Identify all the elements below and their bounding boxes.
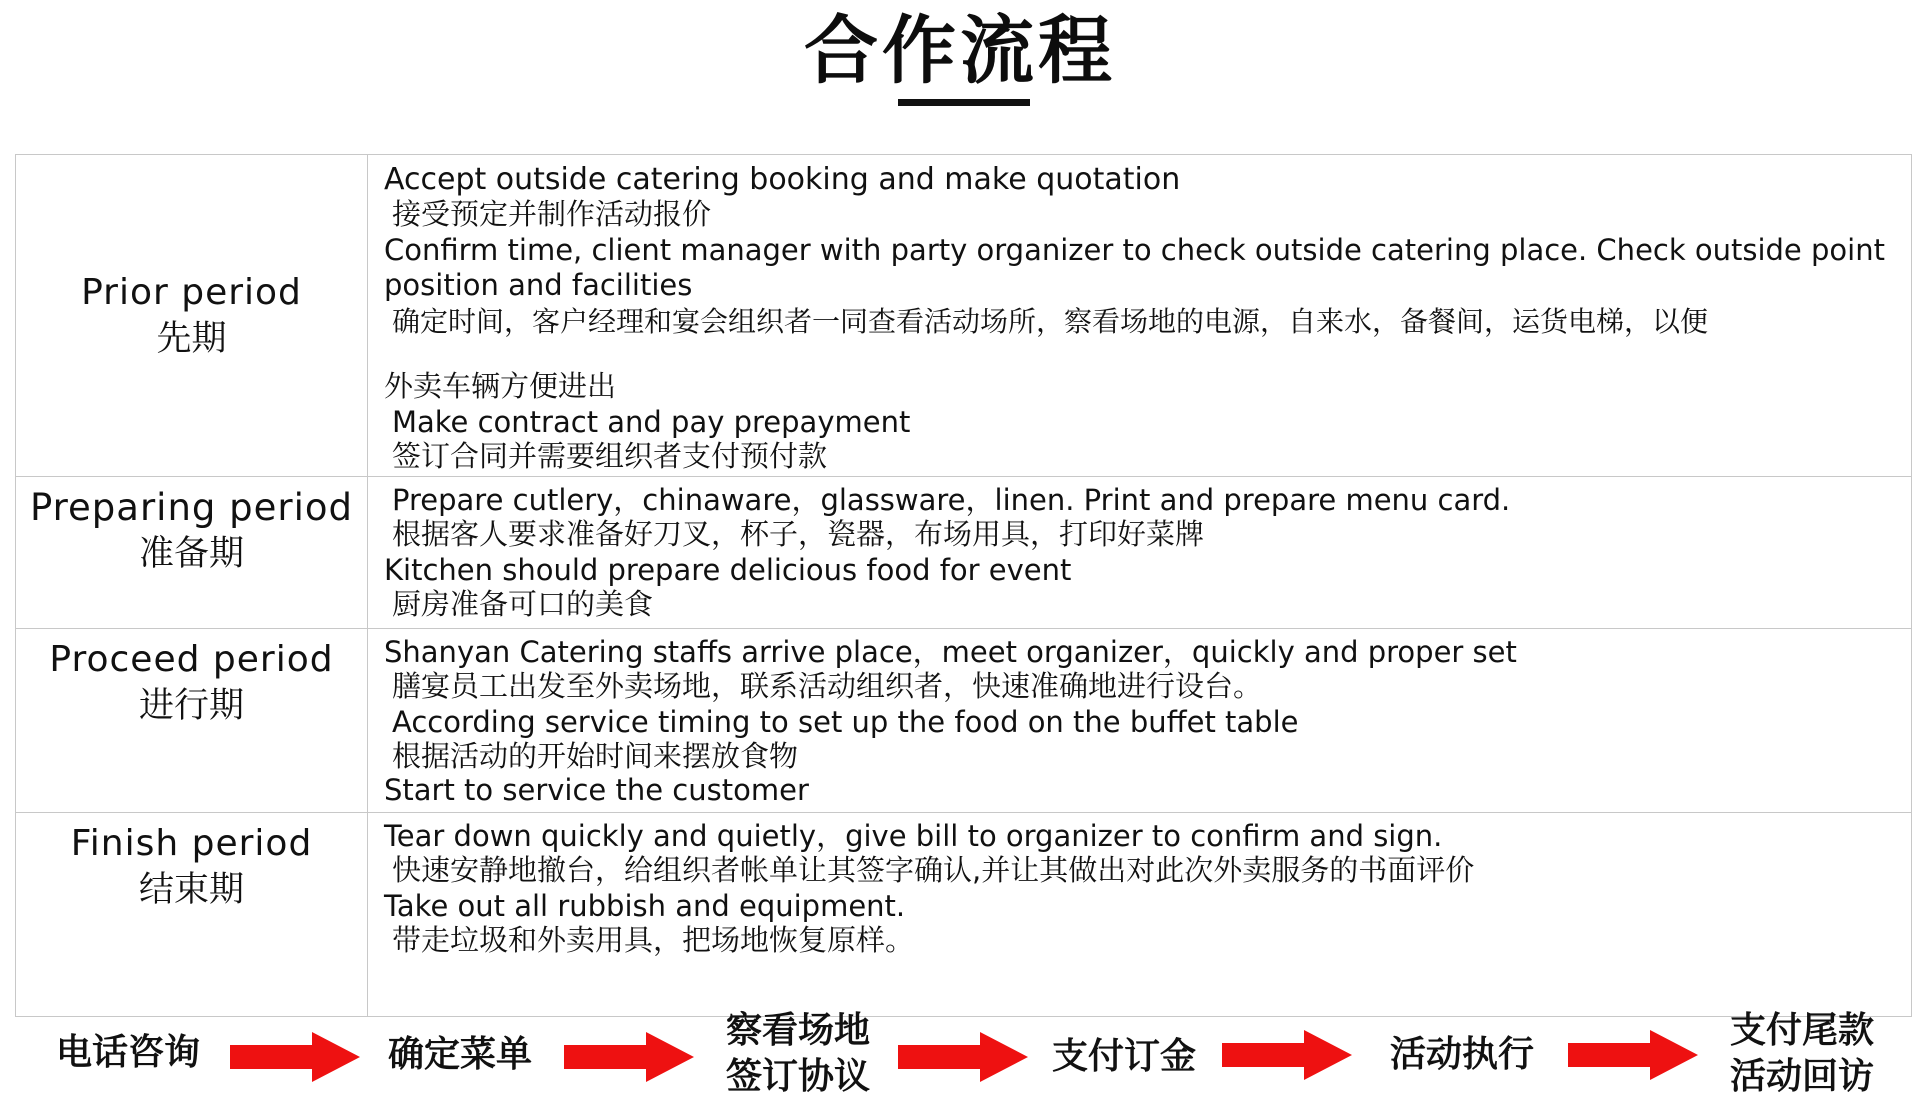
period-content-preparing bbox=[368, 477, 1912, 629]
content-line: 接受预定并制作活动报价 bbox=[392, 197, 712, 231]
flow-step-event-execution bbox=[1382, 1032, 1542, 1078]
content-line: 签订合同并需要组织者支付预付款 bbox=[392, 439, 828, 473]
content-line: Take out all rubbish and equipment. bbox=[384, 889, 906, 923]
period-name-en: Finish period bbox=[70, 823, 313, 864]
content-line: Confirm time, client manager with party organizer to check outside catering place. Check outside point position and facilities bbox=[384, 233, 1885, 302]
period-name-cn: 准备期 bbox=[138, 534, 244, 574]
period-cell-proceed bbox=[16, 629, 368, 813]
period-content-finish bbox=[368, 813, 1912, 1017]
flow-step-label: 电话咨询 bbox=[55, 1032, 200, 1073]
flow-step-label: 支付尾款 bbox=[1729, 1010, 1874, 1051]
process-table bbox=[15, 154, 1912, 1017]
content-line: 外卖车辆方便进出 bbox=[384, 369, 617, 403]
flow-step-label: 活动执行 bbox=[1389, 1034, 1534, 1075]
flow-step-confirm-menu bbox=[380, 1032, 540, 1078]
arrow-right-icon bbox=[898, 1032, 1028, 1082]
title-underline bbox=[898, 99, 1030, 106]
period-name-cn: 先期 bbox=[156, 318, 227, 359]
flow-step-label: 支付订金 bbox=[1051, 1036, 1196, 1077]
process-flow bbox=[0, 1010, 1920, 1114]
flow-step-label: 活动回访 bbox=[1729, 1056, 1874, 1097]
content-line: Shanyan Catering staffs arrive place，meet organizer，quickly and proper set bbox=[384, 635, 1517, 669]
table-row bbox=[16, 477, 1912, 629]
content-line: Start to service the customer bbox=[384, 773, 809, 807]
content-line: Accept outside catering booking and make quotation bbox=[384, 162, 1181, 197]
content-line: According service timing to set up the food on the buffet table bbox=[392, 705, 1299, 739]
period-name-en: Proceed period bbox=[49, 639, 334, 680]
period-name-cn: 结束期 bbox=[138, 870, 244, 910]
flow-step-final-payment-followup bbox=[1722, 1008, 1882, 1100]
content-line: 厨房准备可口的美食 bbox=[392, 587, 654, 621]
content-line: 确定时间，客户经理和宴会组织者一同查看活动场所，察看场地的电源，自来水，备餐间，运货电梯，以便 bbox=[392, 305, 1709, 338]
period-name-en: Prior period bbox=[81, 271, 302, 313]
content-line: 根据活动的开始时间来摆放食物 bbox=[392, 739, 799, 773]
flow-step-pay-deposit bbox=[1044, 1034, 1204, 1080]
table-row bbox=[16, 155, 1912, 477]
period-content-prior bbox=[368, 155, 1912, 477]
arrow-right-icon bbox=[230, 1032, 360, 1082]
period-name-cn: 进行期 bbox=[138, 686, 244, 726]
flow-step-label: 签订协议 bbox=[725, 1056, 870, 1097]
flow-step-label: 确定菜单 bbox=[387, 1034, 532, 1075]
table-row bbox=[16, 813, 1912, 1017]
flow-step-site-visit-agreement bbox=[718, 1008, 878, 1100]
content-line: Prepare cutlery，chinaware，glassware，linen. Print and prepare menu card. bbox=[392, 483, 1511, 517]
table-row bbox=[16, 629, 1912, 813]
arrow-right-icon bbox=[1222, 1030, 1352, 1080]
page-title: 合作流程 bbox=[804, 8, 1116, 94]
period-name-en: Preparing period bbox=[29, 486, 354, 529]
period-content-proceed bbox=[368, 629, 1912, 813]
period-cell-preparing bbox=[16, 477, 368, 629]
flow-step-label: 察看场地 bbox=[725, 1010, 870, 1051]
content-line: 快速安静地撤台，给组织者帐单让其签字确认,并让其做出对此次外卖服务的书面评价 bbox=[392, 853, 1475, 887]
content-line: 膳宴员工出发至外卖场地，联系活动组织者，快速准确地进行设台。 bbox=[392, 669, 1263, 703]
content-line: 带走垃圾和外卖用具，把场地恢复原样。 bbox=[392, 923, 915, 957]
period-cell-prior bbox=[16, 155, 368, 477]
period-cell-finish bbox=[16, 813, 368, 1017]
arrow-right-icon bbox=[564, 1032, 694, 1082]
content-line: Tear down quickly and quietly，give bill to organizer to confirm and sign. bbox=[384, 819, 1443, 853]
flow-step-phone-inquiry bbox=[48, 1030, 208, 1076]
content-line: 根据客人要求准备好刀叉，杯子，瓷器，布场用具，打印好菜牌 bbox=[392, 517, 1205, 551]
arrow-right-icon bbox=[1568, 1030, 1698, 1080]
content-line: Kitchen should prepare delicious food for event bbox=[384, 553, 1072, 587]
spacer bbox=[384, 339, 1895, 369]
content-line: Make contract and pay prepayment bbox=[392, 405, 911, 439]
